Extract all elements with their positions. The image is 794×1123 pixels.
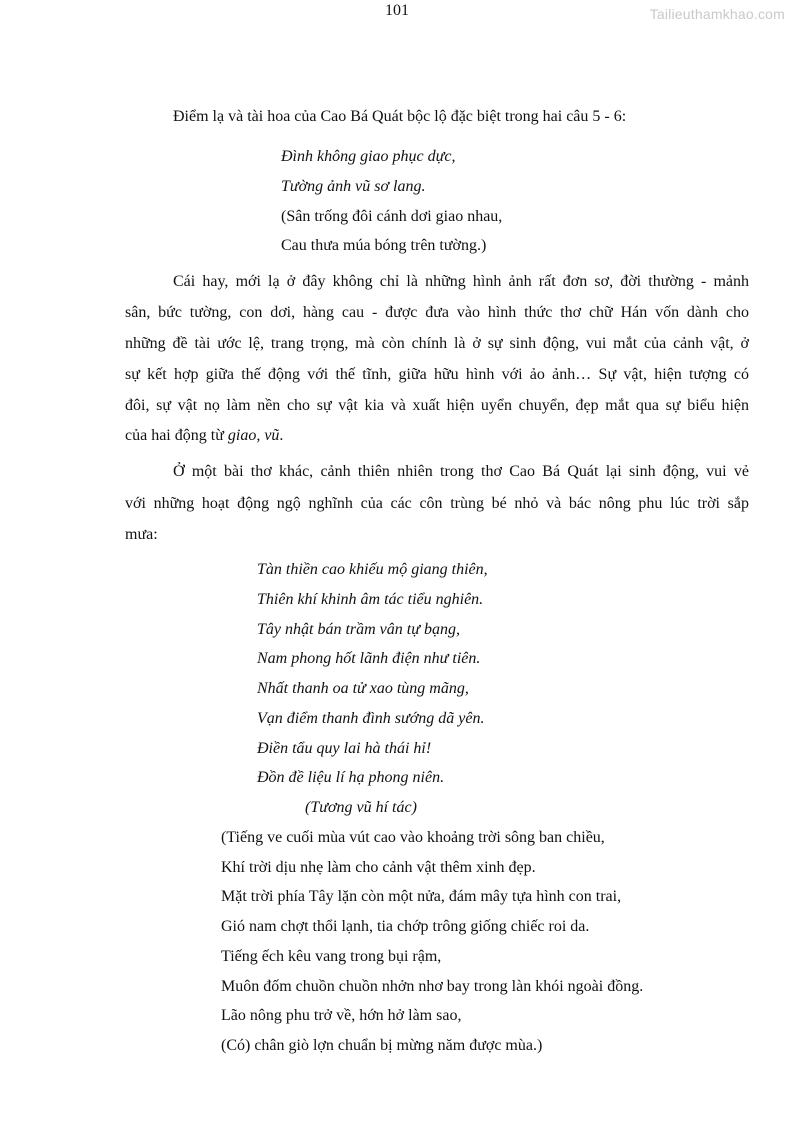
poem-line: Nhất thanh oa tử xao tùng mãng, bbox=[257, 680, 469, 697]
intro-sentence: Điểm lạ và tài hoa của Cao Bá Quát bộc lộ đặc biệt trong hai câu 5 - 6: bbox=[173, 108, 627, 125]
watermark: Tailieuthamkhao.com bbox=[649, 6, 785, 22]
paragraph-line: những đề tài ước lệ, trang trọng, mà còn chính là ở sự sinh động, vui mắt của cảnh vật, ở bbox=[125, 335, 749, 352]
translation-line: Tiếng ếch kêu vang trong bụi rậm, bbox=[221, 948, 442, 965]
couplet-line: Đình không giao phục dực, bbox=[281, 148, 456, 165]
couplet-translation-line: (Sân trống đôi cánh dơi giao nhau, bbox=[281, 208, 503, 225]
paragraph-line: với những hoạt động ngộ nghĩnh của các côn trùng bé nhỏ và bác nông phu lúc trời sắp bbox=[125, 495, 749, 512]
paragraph-line: mưa: bbox=[125, 526, 158, 543]
poem-line: Tàn thiền cao khiếu mộ giang thiên, bbox=[257, 561, 488, 578]
poem-line: Tây nhật bán trầm vân tự bạng, bbox=[257, 621, 460, 638]
poem-line: Thiên khí khinh âm tác tiểu nghiên. bbox=[257, 591, 484, 608]
paragraph-text: . bbox=[279, 427, 284, 444]
couplet-line: Tường ảnh vũ sơ lang. bbox=[281, 178, 426, 195]
paragraph-last-line bbox=[125, 426, 283, 446]
translation-line: Khí trời dịu nhẹ làm cho cảnh vật thêm xinh đẹp. bbox=[221, 859, 536, 876]
translation-line: (Có) chân giò lợn chuẩn bị mừng năm được mùa.) bbox=[221, 1037, 543, 1054]
translation-line: Mặt trời phía Tây lặn còn một nửa, đám mây tựa hình con trai, bbox=[221, 888, 622, 905]
translation-line: (Tiếng ve cuối mùa vút cao vào khoảng trời sông ban chiều, bbox=[221, 829, 605, 846]
couplet-translation-line: Cau thưa múa bóng trên tường.) bbox=[281, 237, 487, 254]
poem-line: Điền tẩu quy lai hà thái hỉ! bbox=[257, 740, 432, 757]
paragraph-line: sân, bức tường, con dơi, hàng cau - được đưa vào hình thức thơ chữ Hán vốn dành cho bbox=[125, 304, 749, 321]
paragraph-line: đôi, sự vật nọ làm nền cho sự vật kia và xuất hiện uyển chuyển, đẹp mắt qua sự biểu hiện bbox=[125, 397, 749, 414]
paragraph-line: sự kết hợp giữa thế động với thế tĩnh, giữa hữu hình với ảo ảnh… Sự vật, hiện tượng có bbox=[125, 366, 749, 383]
poem-line: Nam phong hốt lãnh điện như tiên. bbox=[257, 650, 481, 667]
paragraph-line: Ở một bài thơ khác, cảnh thiên nhiên trong thơ Cao Bá Quát lại sinh động, vui vẻ bbox=[173, 463, 749, 480]
italic-verbs: giao, vũ bbox=[227, 427, 280, 444]
translation-line: Muôn đốm chuồn chuồn nhởn nhơ bay trong làn khói ngoài đồng. bbox=[221, 978, 644, 995]
page-number: 101 bbox=[385, 2, 409, 19]
paragraph-text: của hai động từ bbox=[125, 427, 228, 444]
paragraph-line: Cái hay, mới lạ ở đây không chỉ là những hình ảnh rất đơn sơ, đời thường - mảnh bbox=[173, 273, 749, 290]
translation-line: Lão nông phu trở về, hớn hở làm sao, bbox=[221, 1007, 462, 1024]
translation-line: Gió nam chợt thổi lạnh, tia chớp trông giống chiếc roi da. bbox=[221, 918, 590, 935]
poem-title: (Tương vũ hí tác) bbox=[305, 799, 417, 816]
poem-line: Vạn điểm thanh đình sướng dã yên. bbox=[257, 710, 485, 727]
poem-line: Đồn đề liệu lí hạ phong niên. bbox=[257, 769, 445, 786]
